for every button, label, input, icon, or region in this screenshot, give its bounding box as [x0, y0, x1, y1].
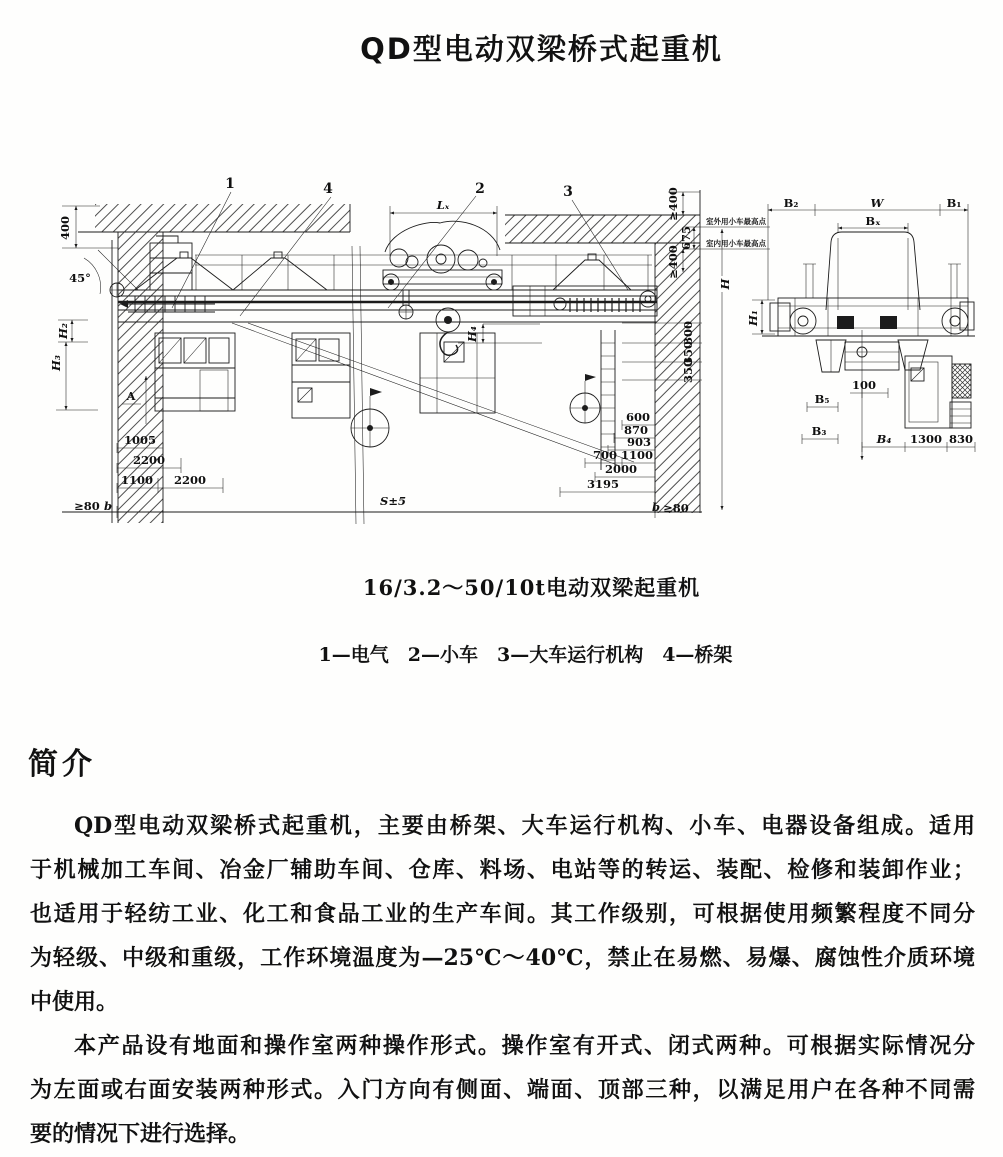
- dim-870: 870: [623, 423, 649, 437]
- dim-600: 600: [625, 410, 651, 424]
- dim-903: 903: [626, 435, 652, 449]
- dim-400-top: 400: [58, 215, 72, 241]
- note-outdoor-trolley-high-point: 室外用小车最高点: [706, 217, 766, 226]
- part-label-bridge: 4: [323, 181, 333, 197]
- dim-350-low: 350: [681, 358, 695, 384]
- body-line: 为左面或右面安装两种形式。入门方向有侧面、端面、顶部三种，以满足用户在各种不同需: [30, 1077, 975, 1103]
- dim-h4: H₄: [465, 326, 479, 342]
- dim-bx: Bₓ: [865, 214, 881, 228]
- part-leader-lines: [172, 176, 628, 316]
- dim-b1: B₁: [946, 196, 962, 210]
- dim-span-s: S±5: [380, 494, 406, 508]
- dim-675: 675: [679, 225, 693, 251]
- dim-2200-lower: 2200: [173, 473, 207, 487]
- figure-caption: 16/3.2～50/10t电动双梁起重机: [362, 575, 701, 600]
- note-indoor-trolley-high-point: 室内用小车最高点: [706, 239, 766, 248]
- dim-3195: 3195: [586, 477, 620, 491]
- page-title: QD型电动双梁桥式起重机: [360, 32, 723, 67]
- dim-700: 700: [592, 448, 618, 462]
- dim-1005: 1005: [123, 433, 157, 447]
- dim-ge400-lower: ≥400: [666, 245, 680, 279]
- body-line: 中使用。: [30, 989, 119, 1015]
- dim-ge400-upper: ≥400: [666, 187, 680, 221]
- dim-b4: B₄: [876, 432, 892, 446]
- dim-b2: B₂: [783, 196, 799, 210]
- right-wall-and-dims: [505, 187, 770, 515]
- body-line: 也适用于轻纺工业、化工和食品工业的生产车间。其工作级别，可根据使用频繁程度不同分: [30, 901, 975, 927]
- figure-legend: 1—电气 2—小车 3—大车运行机构 4—桥架: [318, 644, 733, 666]
- dim-1100-right: 1100: [620, 448, 654, 462]
- dim-2200-upper: 2200: [132, 453, 166, 467]
- crane-technical-drawing: [0, 168, 1003, 530]
- dim-h1: H₁: [746, 310, 760, 326]
- dim-h3: H₃: [49, 355, 63, 371]
- equipment-boxes: [232, 323, 634, 466]
- rail-b-right: b: [651, 500, 661, 514]
- dim-100: 100: [851, 378, 877, 392]
- dim-h: H: [718, 278, 732, 290]
- body-line: 为轻级、中级和重级，工作环境温度为—25℃～40℃，禁止在易燃、易爆、腐蚀性介质环境: [30, 945, 975, 971]
- body-line: 于机械加工车间、冶金厂辅助车间、仓库、料场、电站等的转运、装配、检修和装卸作业；: [30, 857, 975, 883]
- detail-a-marker: A: [126, 389, 136, 403]
- side-view: [746, 196, 975, 460]
- dim-300: 300: [681, 320, 695, 346]
- dim-w: W: [870, 196, 884, 210]
- angle-45: 45°: [69, 271, 91, 285]
- dim-h2: H₂: [56, 323, 70, 339]
- body-line: 要的情况下进行选择。: [30, 1121, 251, 1147]
- dim-1100: 1100: [120, 473, 154, 487]
- dim-b5: B₅: [814, 392, 830, 406]
- section-heading: 简介: [28, 746, 96, 782]
- dim-1300: 1300: [909, 432, 943, 446]
- rail-b-left: b: [103, 499, 113, 513]
- dim-b3: B₃: [811, 424, 827, 438]
- dim-2000: 2000: [604, 462, 638, 476]
- part-label-electric: 1: [225, 176, 235, 192]
- intro-text: [30, 804, 975, 1156]
- body-line: 本产品设有地面和操作室两种操作形式。操作室有开式、闭式两种。可根据实际情况分: [74, 1033, 975, 1059]
- dim-lx: Lₓ: [436, 198, 450, 212]
- dim-ge80-left: ≥80: [74, 499, 100, 513]
- body-line: QD型电动双梁桥式起重机，主要由桥架、大车运行机构、小车、电器设备组成。适用: [74, 813, 975, 839]
- dim-ge80-right: ≥80: [663, 501, 689, 515]
- dim-350-mid: 350: [681, 340, 695, 366]
- dim-830: 830: [948, 432, 974, 446]
- part-label-trolley: 2: [475, 181, 485, 197]
- part-label-travel-mechanism: 3: [563, 184, 573, 200]
